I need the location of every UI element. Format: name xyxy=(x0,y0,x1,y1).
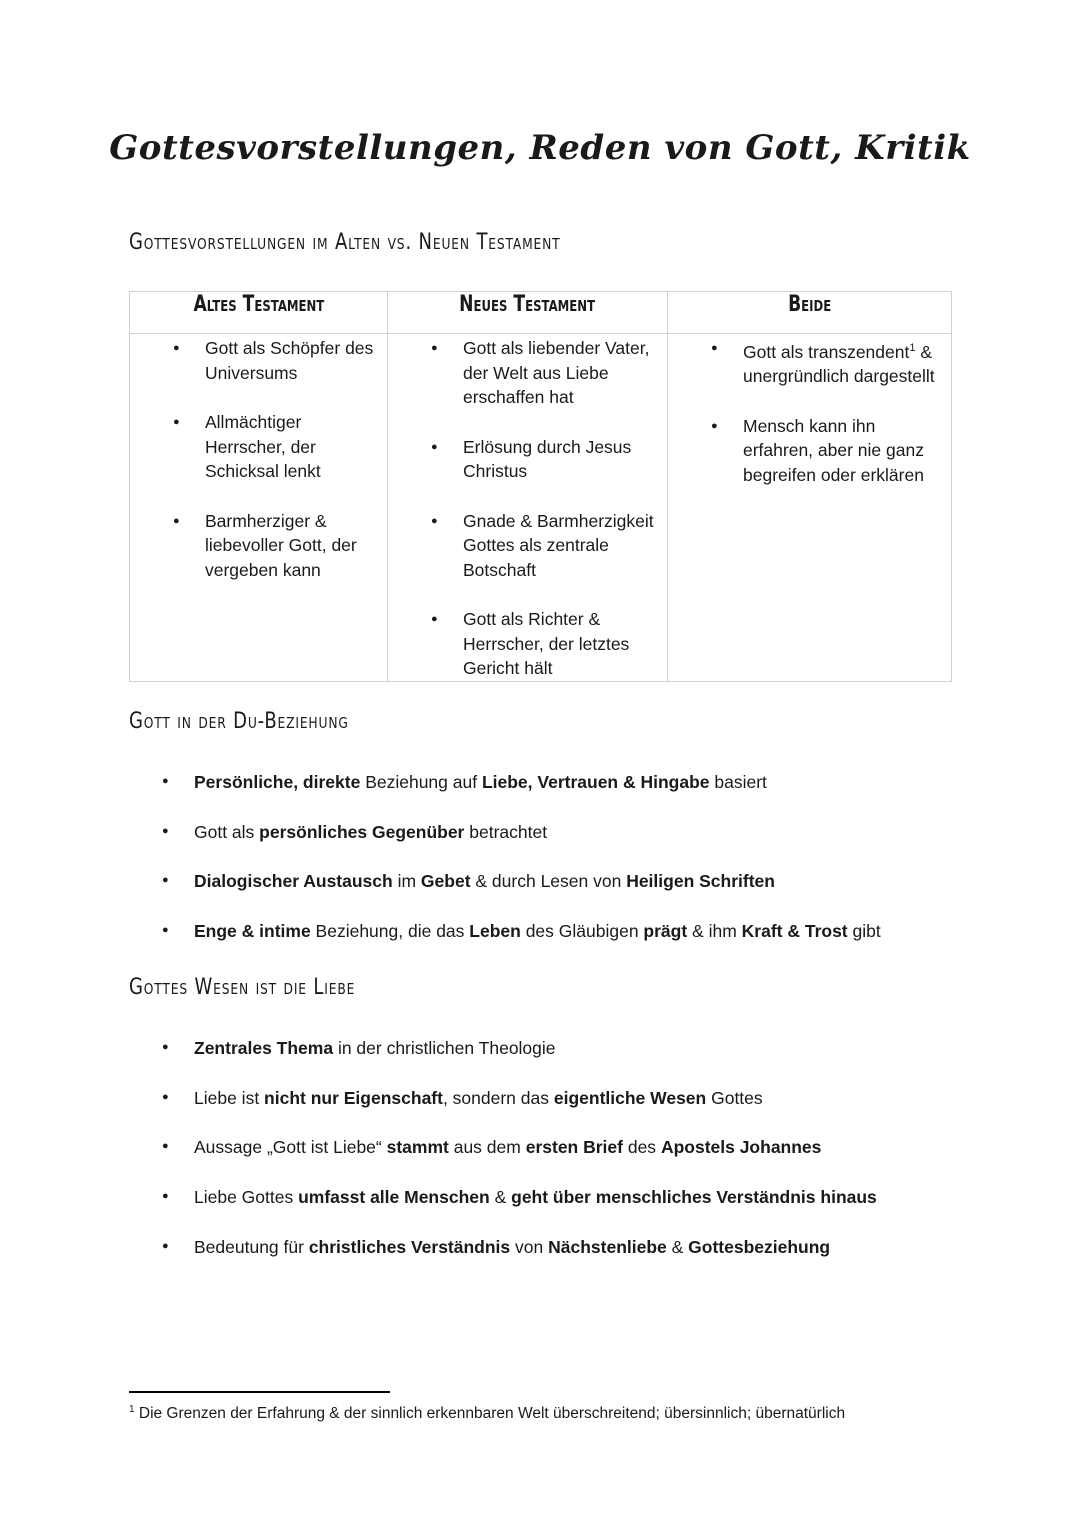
list-item: ● Mensch kann ihn erfahren, aber nie ganz begreifen oder erklären xyxy=(668,414,951,488)
text: betrachtet xyxy=(464,821,548,842)
bold-text: eigentliche Wesen xyxy=(553,1087,707,1108)
list-item: ● Barmherziger & liebevoller Gott, der vergeben kann xyxy=(130,509,387,583)
text: & durch Lesen von xyxy=(470,871,627,892)
list-item: ● Gott als transzendent$^1$ & unergründlich dargestellt xyxy=(668,336,951,389)
bullet-item xyxy=(160,1038,877,1088)
both-cell xyxy=(668,334,952,682)
bold-text: stammt xyxy=(386,1137,449,1158)
bold-text: persönliches Gegenüber xyxy=(259,821,465,842)
bullet-item xyxy=(160,921,881,971)
bold-text: umfasst alle Menschen xyxy=(298,1187,490,1208)
bold-text: Nächstenliebe xyxy=(548,1236,667,1257)
bullet-item xyxy=(160,1237,877,1287)
wesen-liebe-list xyxy=(160,1038,877,1286)
bold-text: prägt xyxy=(643,921,688,942)
bullet-item xyxy=(160,772,881,822)
text: Aussage „Gott ist Liebe“ xyxy=(194,1137,387,1158)
bold-text: geht über menschliches Verständnis hinaus xyxy=(511,1187,877,1208)
column-header-new-testament: Neues Testament xyxy=(388,292,668,334)
bold-text: Enge & intime xyxy=(194,921,311,942)
new-testament-cell xyxy=(388,334,668,682)
text: des Gläubigen xyxy=(520,921,644,942)
text: Beziehung, die das xyxy=(310,921,470,942)
text: & xyxy=(666,1236,689,1257)
footnote: $^1$ Die Grenzen der Erfahrung & der sinnlich erkennbaren Welt überschreitend; übersinnlich; übernatürlich xyxy=(129,1404,846,1423)
footnote-divider xyxy=(129,1391,390,1393)
testament-comparison-table xyxy=(129,291,952,682)
bullet-item xyxy=(160,1088,877,1138)
list-item: ● Allmächtiger Herrscher, der Schicksal lenkt xyxy=(130,410,387,484)
text: in der christlichen Theologie xyxy=(333,1038,556,1058)
old-testament-cell xyxy=(130,334,388,682)
section-heading-du-beziehung: Gott in der Du-Beziehung xyxy=(129,709,349,734)
footnote-ref: 1 xyxy=(909,342,916,354)
bullet-item xyxy=(160,822,881,872)
text: von xyxy=(510,1236,549,1257)
bold-text: Gottesbeziehung xyxy=(688,1236,831,1257)
list-item: ● Erlösung durch Jesus Christus xyxy=(388,435,667,484)
text: im xyxy=(392,871,421,892)
bold-text: ersten Brief xyxy=(525,1137,623,1158)
column-header-both: Beide xyxy=(668,292,952,334)
bullet-item xyxy=(160,1187,877,1237)
bold-text: Leben xyxy=(469,921,521,942)
text: & xyxy=(489,1187,512,1208)
text: aus dem xyxy=(448,1137,526,1158)
text: Beziehung auf xyxy=(360,772,482,792)
bold-text: Liebe, Vertrauen & Hingabe xyxy=(481,772,710,792)
bullet-item xyxy=(160,1137,877,1187)
bold-text: Persönliche, direkte xyxy=(194,772,361,792)
bold-text: nicht nur Eigenschaft xyxy=(264,1087,443,1108)
bold-text: Heiligen Schriften xyxy=(626,871,775,892)
bold-text: Gebet xyxy=(420,871,471,892)
text: Liebe ist xyxy=(194,1087,265,1108)
text: gibt xyxy=(847,921,881,942)
list-item: ● Gott als liebender Vater, der Welt aus Liebe erschaffen hat xyxy=(388,336,667,410)
list-item: ● Gott als Richter & Herrscher, der letztes Gericht hält xyxy=(388,607,667,681)
list-item: ● Gott als Schöpfer des Universums xyxy=(130,336,387,385)
list-item: ● Gnade & Barmherzigkeit Gottes als zentrale Botschaft xyxy=(388,509,667,583)
bold-text: Zentrales Thema xyxy=(194,1038,334,1058)
bold-text: Kraft & Trost xyxy=(741,921,848,942)
column-header-old-testament: Altes Testament xyxy=(130,292,388,334)
text: Gott als xyxy=(194,821,260,842)
section-heading-testaments: Gottesvorstellungen im Alten vs. Neuen Testament xyxy=(129,230,561,255)
bullet-item xyxy=(160,871,881,921)
text: & ihm xyxy=(687,921,742,942)
text: des xyxy=(622,1137,661,1158)
du-beziehung-list xyxy=(160,772,881,971)
page-title: Gottesvorstellungen, Reden von Gott, Kritik xyxy=(109,128,971,168)
text: Liebe Gottes xyxy=(194,1187,299,1208)
bold-text: Dialogischer Austausch xyxy=(194,871,393,892)
text: basiert xyxy=(709,772,767,792)
text: Gottes xyxy=(706,1087,763,1108)
bold-text: Apostels Johannes xyxy=(660,1137,822,1158)
text: , sondern das xyxy=(442,1087,554,1108)
bold-text: christliches Verständnis xyxy=(308,1236,511,1257)
section-heading-wesen-liebe: Gottes Wesen ist die Liebe xyxy=(129,975,356,1000)
text: Bedeutung für xyxy=(194,1236,309,1257)
